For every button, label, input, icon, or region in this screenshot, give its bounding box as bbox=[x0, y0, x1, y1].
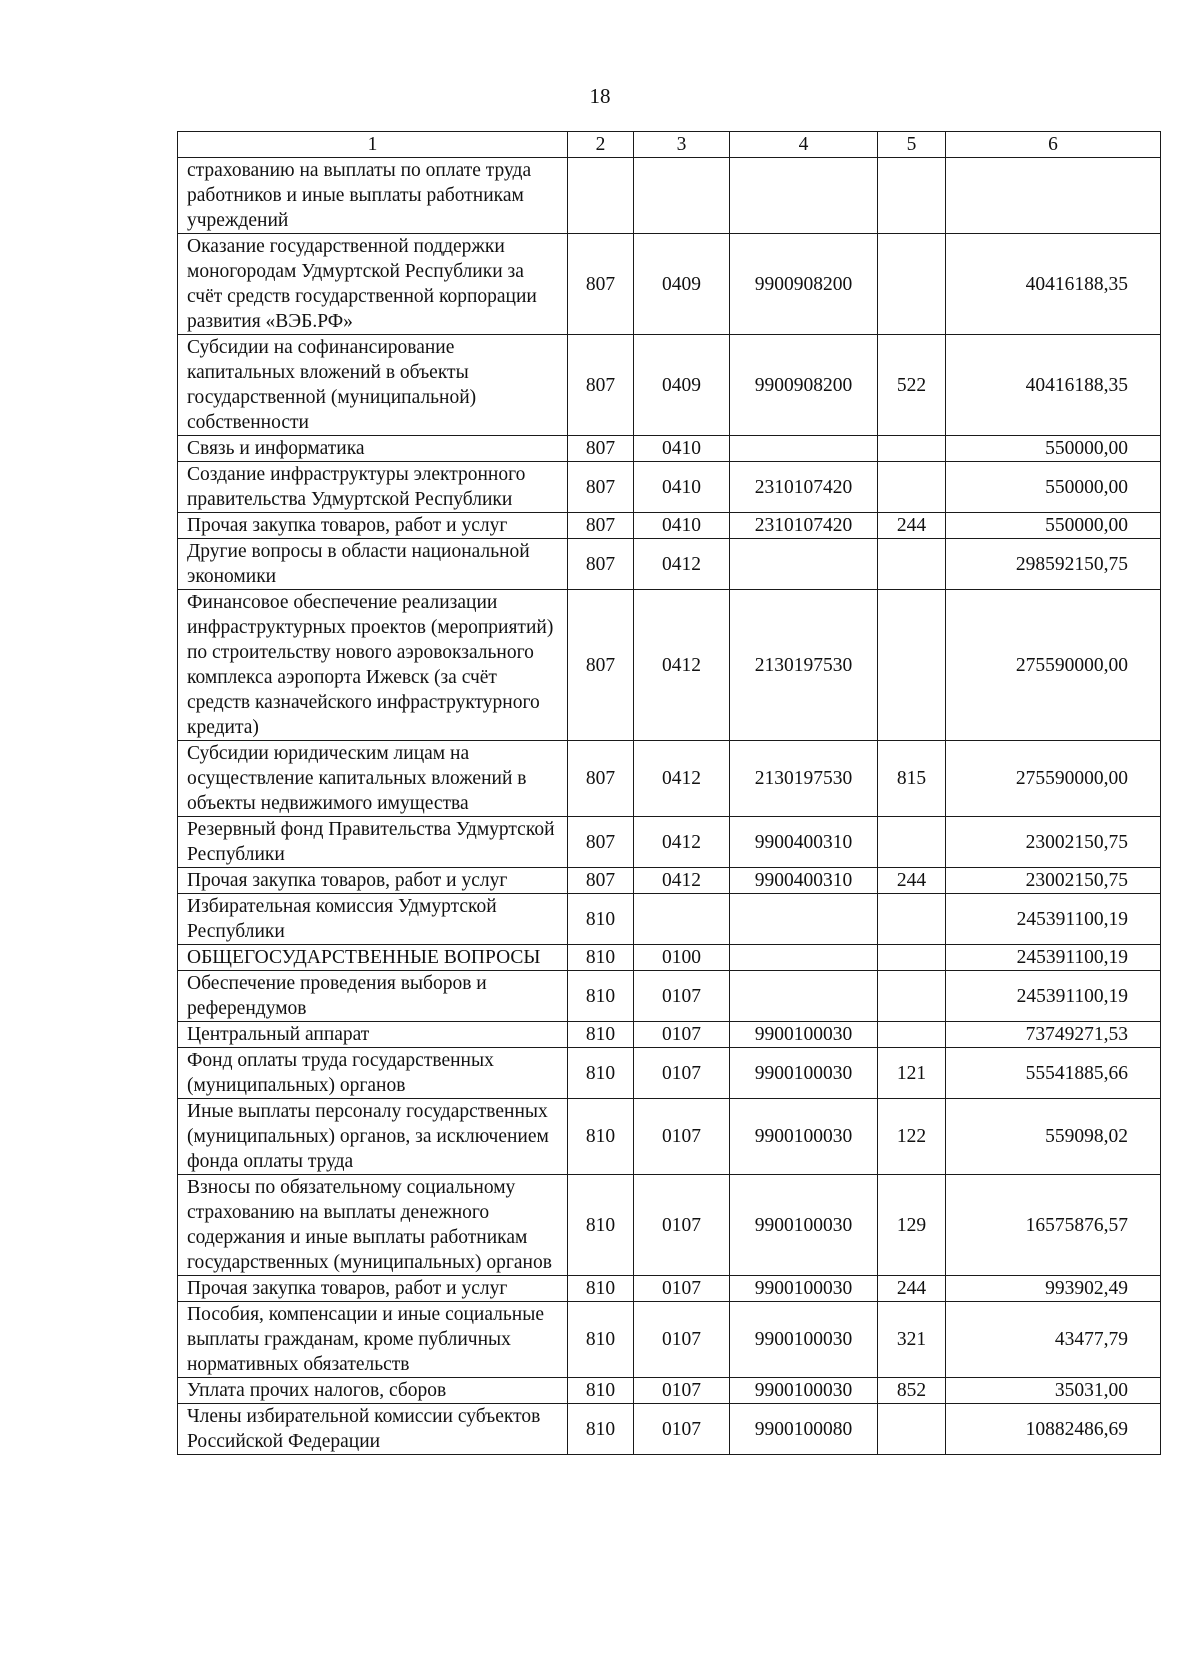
section-code-cell bbox=[634, 158, 730, 234]
target-article-code-cell: 9900100030 bbox=[730, 1022, 878, 1048]
item-name-cell: Прочая закупка товаров, работ и услуг bbox=[178, 513, 568, 539]
table-row bbox=[178, 513, 1161, 539]
expense-type-code-cell bbox=[878, 436, 946, 462]
table-row bbox=[178, 462, 1161, 513]
section-code-cell: 0410 bbox=[634, 436, 730, 462]
amount-cell: 55541885,66 bbox=[946, 1048, 1161, 1099]
amount-cell: 559098,02 bbox=[946, 1099, 1161, 1175]
ministry-code-cell: 807 bbox=[568, 590, 634, 741]
amount-cell: 298592150,75 bbox=[946, 539, 1161, 590]
target-article-code-cell: 9900100030 bbox=[730, 1378, 878, 1404]
page-number: 18 bbox=[589, 84, 611, 108]
item-name-cell: Субсидии на софинансирование капитальных вложений в объекты государственной (муниципальной) собственности bbox=[178, 335, 568, 436]
amount-cell: 43477,79 bbox=[946, 1302, 1161, 1378]
target-article-code-cell: 9900100030 bbox=[730, 1099, 878, 1175]
amount-cell bbox=[946, 158, 1161, 234]
target-article-code-cell: 9900400310 bbox=[730, 817, 878, 868]
table-row bbox=[178, 971, 1161, 1022]
item-name-cell: Оказание государственной поддержки моногородам Удмуртской Республики за счёт средств государственной корпорации развития «ВЭБ.РФ» bbox=[178, 234, 568, 335]
ministry-code-cell bbox=[568, 158, 634, 234]
amount-cell: 10882486,69 bbox=[946, 1404, 1161, 1455]
table-row bbox=[178, 1404, 1161, 1455]
ministry-code-cell: 807 bbox=[568, 539, 634, 590]
expense-type-code-cell: 815 bbox=[878, 741, 946, 817]
item-name-cell: Прочая закупка товаров, работ и услуг bbox=[178, 868, 568, 894]
ministry-code-cell: 807 bbox=[568, 335, 634, 436]
target-article-code-cell: 2310107420 bbox=[730, 513, 878, 539]
section-code-cell bbox=[634, 894, 730, 945]
column-header: 2 bbox=[568, 132, 634, 158]
target-article-code-cell: 2130197530 bbox=[730, 590, 878, 741]
section-code-cell: 0107 bbox=[634, 1048, 730, 1099]
budget-table bbox=[177, 131, 1161, 1455]
ministry-code-cell: 810 bbox=[568, 1302, 634, 1378]
section-code-cell: 0412 bbox=[634, 539, 730, 590]
expense-type-code-cell: 852 bbox=[878, 1378, 946, 1404]
item-name-cell: Члены избирательной комиссии субъектов Российской Федерации bbox=[178, 1404, 568, 1455]
table-row bbox=[178, 1378, 1161, 1404]
amount-cell: 550000,00 bbox=[946, 436, 1161, 462]
amount-cell: 245391100,19 bbox=[946, 971, 1161, 1022]
amount-cell: 23002150,75 bbox=[946, 868, 1161, 894]
expense-type-code-cell bbox=[878, 945, 946, 971]
item-name-cell: Пособия, компенсации и иные социальные выплаты гражданам, кроме публичных нормативных обязательств bbox=[178, 1302, 568, 1378]
section-code-cell: 0107 bbox=[634, 1404, 730, 1455]
item-name-cell: Взносы по обязательному социальному страхованию на выплаты денежного содержания и иные выплаты работникам государственных (муниципальных) органов bbox=[178, 1175, 568, 1276]
item-name-cell: Создание инфраструктуры электронного правительства Удмуртской Республики bbox=[178, 462, 568, 513]
item-name-cell: Субсидии юридическим лицам на осуществление капитальных вложений в объекты недвижимого имущества bbox=[178, 741, 568, 817]
column-header: 1 bbox=[178, 132, 568, 158]
section-code-cell: 0107 bbox=[634, 1099, 730, 1175]
section-code-cell: 0107 bbox=[634, 1175, 730, 1276]
table-row bbox=[178, 945, 1161, 971]
section-code-cell: 0412 bbox=[634, 741, 730, 817]
section-code-cell: 0412 bbox=[634, 590, 730, 741]
table-row bbox=[178, 817, 1161, 868]
item-name-cell: Финансовое обеспечение реализации инфраструктурных проектов (мероприятий) по строительству нового аэровокзального комплекса аэропорта Ижевск (за счёт средств казначейского инфраструктурного кредита) bbox=[178, 590, 568, 741]
section-code-cell: 0410 bbox=[634, 462, 730, 513]
ministry-code-cell: 810 bbox=[568, 1276, 634, 1302]
expense-type-code-cell: 244 bbox=[878, 868, 946, 894]
table-row bbox=[178, 1276, 1161, 1302]
amount-cell: 245391100,19 bbox=[946, 945, 1161, 971]
item-name-cell: Связь и информатика bbox=[178, 436, 568, 462]
amount-cell: 550000,00 bbox=[946, 462, 1161, 513]
target-article-code-cell: 9900100030 bbox=[730, 1276, 878, 1302]
expense-type-code-cell: 121 bbox=[878, 1048, 946, 1099]
expense-type-code-cell: 244 bbox=[878, 513, 946, 539]
expense-type-code-cell bbox=[878, 971, 946, 1022]
ministry-code-cell: 810 bbox=[568, 1378, 634, 1404]
expense-type-code-cell: 522 bbox=[878, 335, 946, 436]
target-article-code-cell bbox=[730, 945, 878, 971]
item-name-cell: Другие вопросы в области национальной экономики bbox=[178, 539, 568, 590]
section-code-cell: 0107 bbox=[634, 1302, 730, 1378]
table-row bbox=[178, 335, 1161, 436]
expense-type-code-cell: 129 bbox=[878, 1175, 946, 1276]
table-row bbox=[178, 1302, 1161, 1378]
column-header: 4 bbox=[730, 132, 878, 158]
target-article-code-cell bbox=[730, 158, 878, 234]
target-article-code-cell: 2310107420 bbox=[730, 462, 878, 513]
column-header: 3 bbox=[634, 132, 730, 158]
ministry-code-cell: 810 bbox=[568, 1404, 634, 1455]
section-code-cell: 0410 bbox=[634, 513, 730, 539]
table-row bbox=[178, 1175, 1161, 1276]
ministry-code-cell: 810 bbox=[568, 1048, 634, 1099]
expense-type-code-cell bbox=[878, 158, 946, 234]
amount-cell: 23002150,75 bbox=[946, 817, 1161, 868]
table-row bbox=[178, 1099, 1161, 1175]
table-header-row bbox=[178, 132, 1161, 158]
table-row bbox=[178, 1022, 1161, 1048]
item-name-cell: Избирательная комиссия Удмуртской Республики bbox=[178, 894, 568, 945]
item-name-cell: Прочая закупка товаров, работ и услуг bbox=[178, 1276, 568, 1302]
expense-type-code-cell bbox=[878, 539, 946, 590]
target-article-code-cell: 9900100030 bbox=[730, 1048, 878, 1099]
expense-type-code-cell bbox=[878, 1022, 946, 1048]
amount-cell: 40416188,35 bbox=[946, 335, 1161, 436]
expense-type-code-cell bbox=[878, 462, 946, 513]
table-row bbox=[178, 868, 1161, 894]
target-article-code-cell bbox=[730, 436, 878, 462]
amount-cell: 275590000,00 bbox=[946, 590, 1161, 741]
expense-type-code-cell bbox=[878, 1404, 946, 1455]
amount-cell: 16575876,57 bbox=[946, 1175, 1161, 1276]
target-article-code-cell: 9900400310 bbox=[730, 868, 878, 894]
expense-type-code-cell: 122 bbox=[878, 1099, 946, 1175]
target-article-code-cell: 9900100030 bbox=[730, 1302, 878, 1378]
section-code-cell: 0107 bbox=[634, 1276, 730, 1302]
table-row bbox=[178, 158, 1161, 234]
ministry-code-cell: 807 bbox=[568, 817, 634, 868]
table-body bbox=[178, 158, 1161, 1455]
expense-type-code-cell: 244 bbox=[878, 1276, 946, 1302]
section-code-cell: 0409 bbox=[634, 335, 730, 436]
item-name-cell: Иные выплаты персоналу государственных (муниципальных) органов, за исключением фонда оплаты труда bbox=[178, 1099, 568, 1175]
item-name-cell: Фонд оплаты труда государственных (муниципальных) органов bbox=[178, 1048, 568, 1099]
ministry-code-cell: 807 bbox=[568, 868, 634, 894]
amount-cell: 40416188,35 bbox=[946, 234, 1161, 335]
section-code-cell: 0412 bbox=[634, 817, 730, 868]
section-code-cell: 0107 bbox=[634, 971, 730, 1022]
section-code-cell: 0100 bbox=[634, 945, 730, 971]
section-code-cell: 0107 bbox=[634, 1022, 730, 1048]
column-header: 5 bbox=[878, 132, 946, 158]
amount-cell: 35031,00 bbox=[946, 1378, 1161, 1404]
table-row bbox=[178, 894, 1161, 945]
table-row bbox=[178, 234, 1161, 335]
ministry-code-cell: 810 bbox=[568, 971, 634, 1022]
section-code-cell: 0412 bbox=[634, 868, 730, 894]
item-name-cell: Уплата прочих налогов, сборов bbox=[178, 1378, 568, 1404]
section-code-cell: 0409 bbox=[634, 234, 730, 335]
ministry-code-cell: 807 bbox=[568, 436, 634, 462]
item-name-cell: Обеспечение проведения выборов и референдумов bbox=[178, 971, 568, 1022]
amount-cell: 275590000,00 bbox=[946, 741, 1161, 817]
expense-type-code-cell bbox=[878, 894, 946, 945]
ministry-code-cell: 807 bbox=[568, 513, 634, 539]
ministry-code-cell: 810 bbox=[568, 894, 634, 945]
target-article-code-cell: 2130197530 bbox=[730, 741, 878, 817]
ministry-code-cell: 807 bbox=[568, 234, 634, 335]
expense-type-code-cell bbox=[878, 590, 946, 741]
column-header: 6 bbox=[946, 132, 1161, 158]
expense-type-code-cell: 321 bbox=[878, 1302, 946, 1378]
amount-cell: 993902,49 bbox=[946, 1276, 1161, 1302]
target-article-code-cell bbox=[730, 894, 878, 945]
table-row bbox=[178, 590, 1161, 741]
target-article-code-cell: 9900908200 bbox=[730, 234, 878, 335]
item-name-cell: страхованию на выплаты по оплате труда работников и иные выплаты работникам учреждений bbox=[178, 158, 568, 234]
amount-cell: 550000,00 bbox=[946, 513, 1161, 539]
target-article-code-cell: 9900100030 bbox=[730, 1175, 878, 1276]
ministry-code-cell: 807 bbox=[568, 741, 634, 817]
table-row bbox=[178, 539, 1161, 590]
target-article-code-cell bbox=[730, 539, 878, 590]
table-row bbox=[178, 741, 1161, 817]
section-code-cell: 0107 bbox=[634, 1378, 730, 1404]
item-name-cell: Центральный аппарат bbox=[178, 1022, 568, 1048]
target-article-code-cell: 9900908200 bbox=[730, 335, 878, 436]
ministry-code-cell: 810 bbox=[568, 1175, 634, 1276]
ministry-code-cell: 810 bbox=[568, 945, 634, 971]
table-row bbox=[178, 1048, 1161, 1099]
ministry-code-cell: 810 bbox=[568, 1099, 634, 1175]
table-row bbox=[178, 436, 1161, 462]
ministry-code-cell: 810 bbox=[568, 1022, 634, 1048]
target-article-code-cell bbox=[730, 971, 878, 1022]
amount-cell: 245391100,19 bbox=[946, 894, 1161, 945]
target-article-code-cell: 9900100080 bbox=[730, 1404, 878, 1455]
ministry-code-cell: 807 bbox=[568, 462, 634, 513]
expense-type-code-cell bbox=[878, 817, 946, 868]
item-name-cell: Резервный фонд Правительства Удмуртской Республики bbox=[178, 817, 568, 868]
expense-type-code-cell bbox=[878, 234, 946, 335]
item-name-cell: ОБЩЕГОСУДАРСТВЕННЫЕ ВОПРОСЫ bbox=[178, 945, 568, 971]
amount-cell: 73749271,53 bbox=[946, 1022, 1161, 1048]
